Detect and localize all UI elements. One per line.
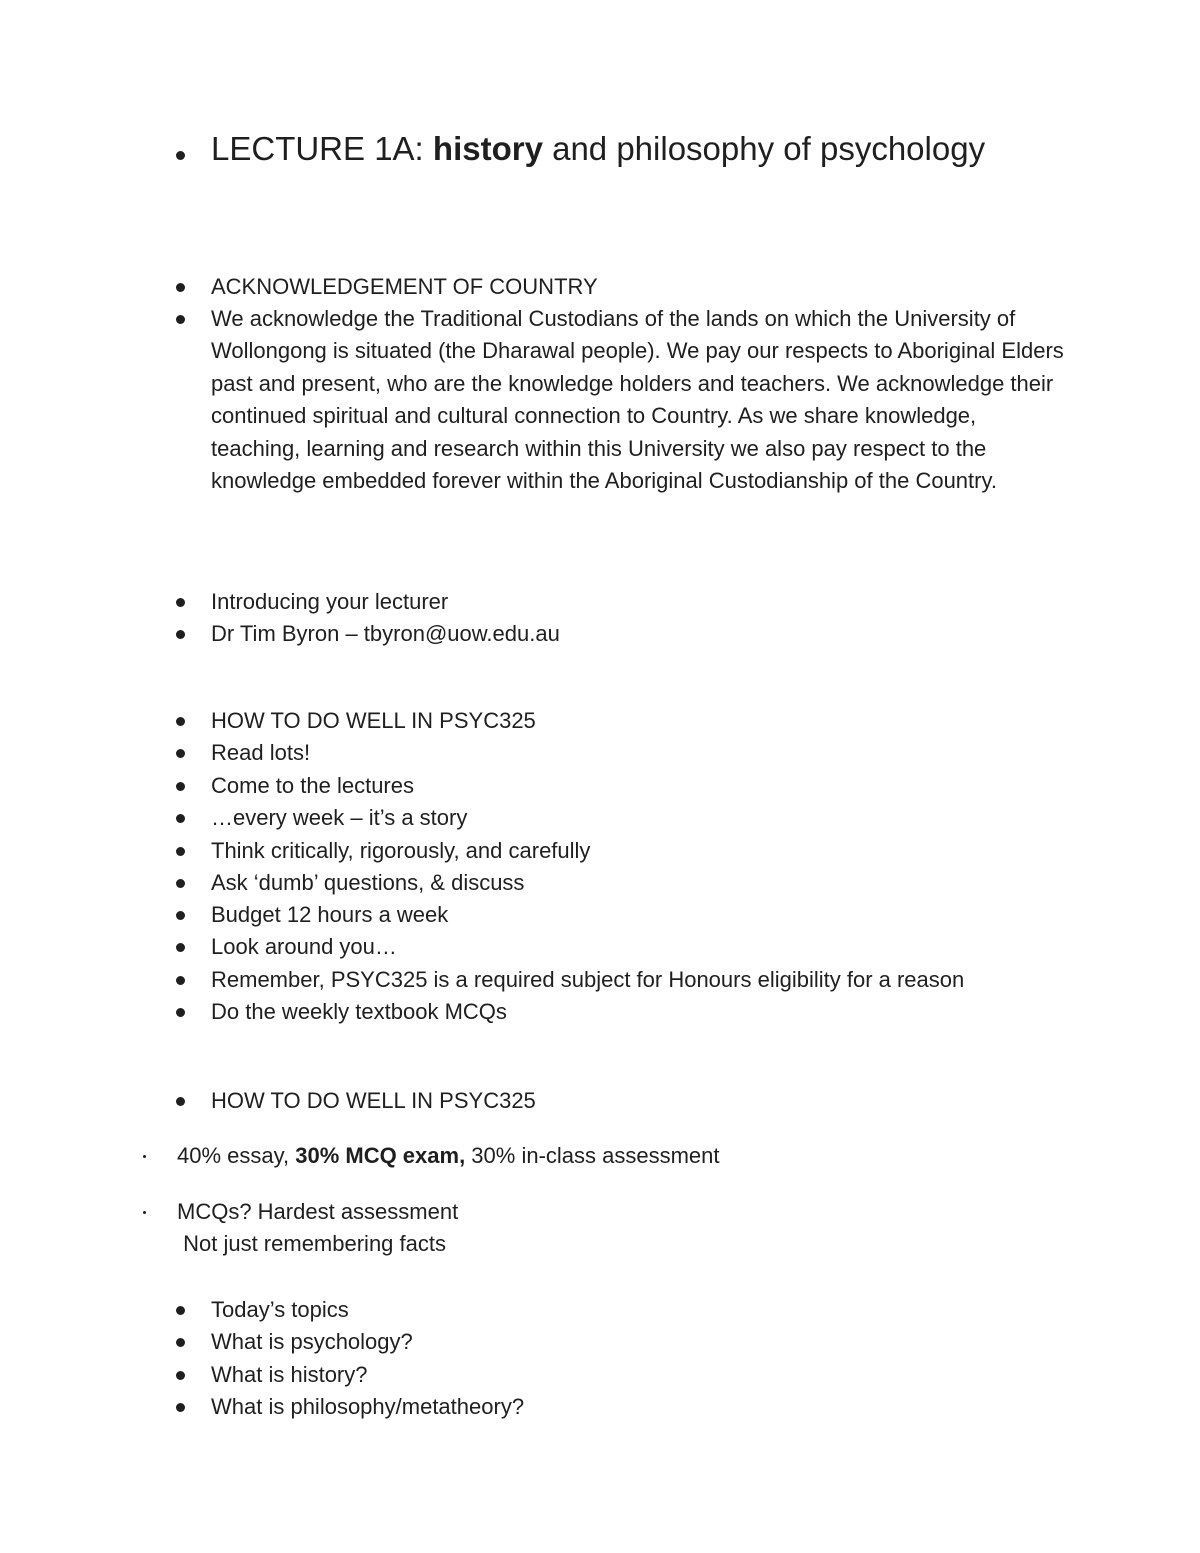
title-prefix: LECTURE 1A: <box>211 130 433 167</box>
list-item: Think critically, rigorously, and carefully <box>211 838 591 863</box>
bullet-icon <box>176 782 185 791</box>
bullet-icon <box>176 1338 185 1347</box>
bullet-icon <box>176 717 185 726</box>
bullet-icon <box>176 1371 185 1380</box>
bullet-icon <box>176 749 185 758</box>
bullet-icon <box>176 151 185 160</box>
list-item: Do the weekly textbook MCQs <box>211 999 507 1024</box>
mcq-note-sub: Not just remembering facts <box>177 1231 446 1256</box>
lecturer-heading: Introducing your lecturer <box>211 589 449 614</box>
acknowledgement-heading: ACKNOWLEDGEMENT OF COUNTRY <box>211 274 598 299</box>
list-item: What is psychology? <box>211 1329 413 1354</box>
assessment-mcq: 30% MCQ exam, <box>295 1143 466 1168</box>
list-item: Ask ‘dumb’ questions, & discuss <box>211 870 525 895</box>
lecturer-contact: Dr Tim Byron – tbyron@uow.edu.au <box>211 621 560 646</box>
bullet-icon <box>176 1403 185 1412</box>
list-item: Remember, PSYC325 is a required subject for Honours eligibility for a reason <box>211 967 965 992</box>
bullet-icon <box>176 283 185 292</box>
title-suffix: and philosophy of psychology <box>542 130 986 167</box>
bullet-icon <box>176 1097 185 1106</box>
bullet-icon <box>176 943 185 952</box>
list-item: What is philosophy/metatheory? <box>211 1394 525 1419</box>
bullet-icon <box>176 814 185 823</box>
assessment-weights <box>177 1140 720 1172</box>
bullet-icon <box>176 847 185 856</box>
bullet-icon <box>176 598 185 607</box>
acknowledgement-body: We acknowledge the Traditional Custodians of the lands on which the University of Wollongong is situated (the Dharawal people). We pay our respects to Aboriginal Elders past and present, who are the knowledge holders and teachers. We acknowledge their continued spiritual and cultural connection to Country. As we share knowledge, teaching, learning and research within this University we also pay respect to the knowledge embedded forever within the Aboriginal Custodianship of the Country. <box>211 306 1064 494</box>
assessment-heading: HOW TO DO WELL IN PSYC325 <box>211 1088 536 1113</box>
assessment-inclass: 30% in-class assessment <box>465 1143 720 1168</box>
list-item: Look around you… <box>211 934 397 959</box>
bullet-icon <box>176 1306 185 1315</box>
small-bullet-icon <box>143 1155 146 1158</box>
bullet-icon <box>176 976 185 985</box>
bullet-icon <box>176 1008 185 1017</box>
title-bold: history <box>432 130 543 167</box>
list-item: …every week – it’s a story <box>211 805 468 830</box>
page-title <box>211 129 985 169</box>
bullet-icon <box>176 315 185 324</box>
list-item: Come to the lectures <box>211 773 414 798</box>
bullet-icon <box>176 630 185 639</box>
how-to-heading: HOW TO DO WELL IN PSYC325 <box>211 708 536 733</box>
bullet-icon <box>176 879 185 888</box>
list-item: What is history? <box>211 1362 368 1387</box>
assessment-essay: 40% essay, <box>177 1143 296 1168</box>
small-bullet-icon <box>143 1211 146 1214</box>
mcq-note: MCQs? Hardest assessment <box>177 1199 459 1224</box>
list-item: Budget 12 hours a week <box>211 902 449 927</box>
list-item: Read lots! <box>211 740 311 765</box>
bullet-icon <box>176 911 185 920</box>
topics-heading: Today’s topics <box>211 1297 349 1322</box>
